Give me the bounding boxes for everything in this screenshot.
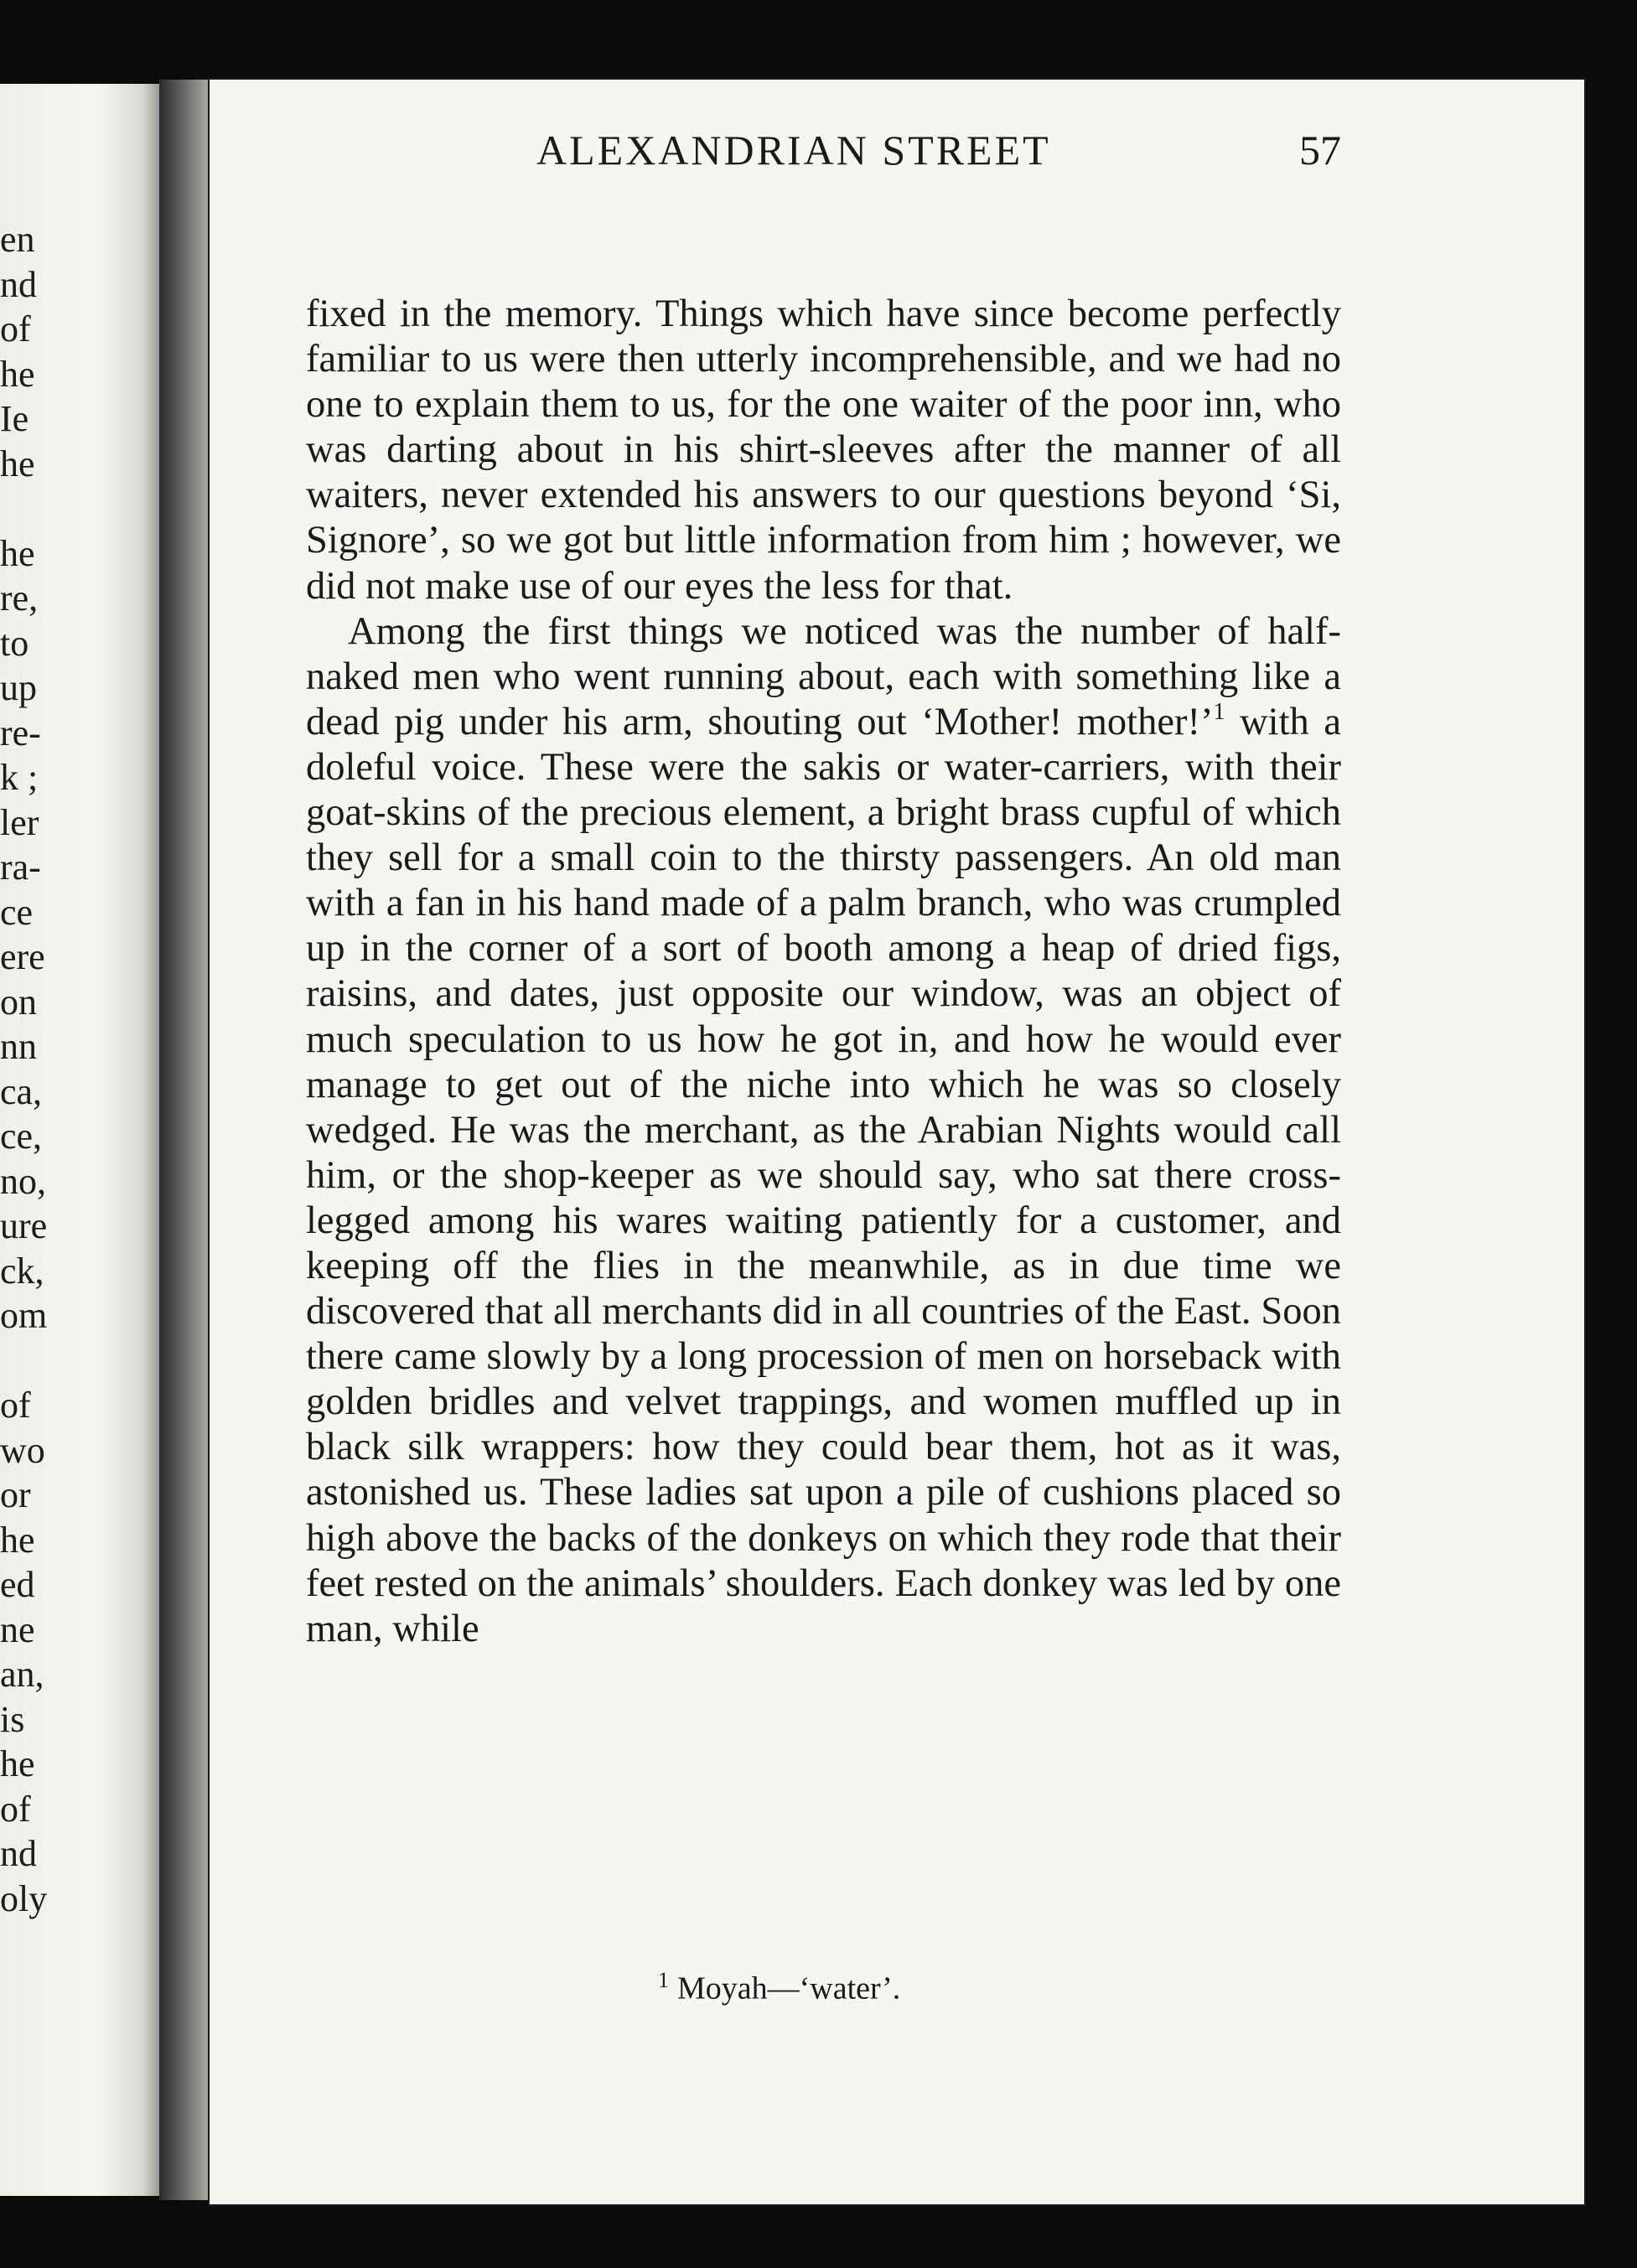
facing-page-fragment: to bbox=[0, 622, 29, 664]
facing-page-fragment: is bbox=[0, 1698, 25, 1740]
facing-page-fragment: of bbox=[0, 1385, 31, 1426]
facing-page-fragment: ca, bbox=[0, 1070, 43, 1112]
running-header bbox=[327, 126, 1341, 193]
body-text bbox=[306, 292, 1341, 1652]
footnote-marker: 1 bbox=[658, 1968, 669, 1992]
facing-page-fragment: en bbox=[0, 219, 35, 260]
facing-page-fragment: he bbox=[0, 443, 35, 484]
facing-page-fragment: re, bbox=[0, 577, 39, 619]
facing-page-fragment: ne bbox=[0, 1608, 35, 1650]
facing-page-fragment: re- bbox=[0, 712, 41, 753]
facing-page-fragment: nd bbox=[0, 1833, 37, 1874]
facing-page-fragment: ce bbox=[0, 891, 34, 933]
footnote bbox=[658, 1968, 900, 2007]
facing-page-fragment: up bbox=[0, 667, 37, 708]
facing-page-fragment: he bbox=[0, 353, 35, 395]
facing-page-fragment: ure bbox=[0, 1205, 48, 1246]
facing-page-fragment: he bbox=[0, 1519, 35, 1561]
paragraph: fixed in the memory. Things which have since become perfectly familiar to us were then utterly incomprehensible, and we had no one to explain them to us, for the one waiter of the poor inn, who was darting about in his shirt-sleeves after the manner of all waiters, never extended his answers to our questions beyond ‘Si, Signore’, so we got but little information from him ; however, we did not make use of our eyes the less for that. bbox=[306, 293, 1341, 608]
facing-page-fragment: k ; bbox=[0, 757, 39, 798]
facing-page-fragment: nd bbox=[0, 263, 37, 305]
footnote-reference: 1 bbox=[1213, 698, 1225, 725]
page-number: 57 bbox=[1299, 127, 1341, 173]
facing-page-fragment: wo bbox=[0, 1429, 45, 1471]
facing-page-fragment: ler bbox=[0, 801, 39, 843]
facing-page bbox=[0, 84, 168, 2196]
facing-page-fragment: ra- bbox=[0, 847, 41, 888]
facing-page-fragment: om bbox=[0, 1295, 48, 1336]
facing-page-fragment: he bbox=[0, 532, 35, 574]
facing-page-fragment: he bbox=[0, 1743, 35, 1784]
facing-page-fragment: of bbox=[0, 308, 31, 350]
facing-page-fragment: nn bbox=[0, 1026, 37, 1067]
facing-page-fragment: ere bbox=[0, 936, 45, 977]
footnote-text: Moyah—‘water’. bbox=[677, 1970, 901, 2007]
facing-page-fragment: ed bbox=[0, 1564, 35, 1605]
facing-page-fragment: ck, bbox=[0, 1250, 44, 1292]
paragraph-text: with a doleful voice. These were the sakis or water-carriers, with their goat-skins of the precious element, a bright brass cupful of which they sell for a small coin to the thirsty passengers. An old man with a fan in his hand made of a palm branch, who was crumpled up in the corner of a sort of booth among a heap of dried figs, raisins, and dates, just opposite our window, was an object of much speculation to us how he got in, and how he would ever manage to get out of the niche into which he was so closely wedged. He was the merchant, as the Arabian Nights would call him, or the shop-keeper as we should say, who sat there cross-legged among his wares waiting patiently for a customer, and keeping off the flies in the meanwhile, as in due time we discovered that all merchants did in all countries of the East. Soon there came slowly by a long procession of men on horseback with golden bridles and velvet trappings, and women muffled up in black silk wrappers: how they could bear them, hot as it was, astonished us. These ladies sat upon a pile of cushions placed so high above the backs of the donkeys on which they rode that their feet rested on the animals’ shoulders. Each donkey was led by one man, while bbox=[306, 700, 1342, 1650]
facing-page-fragment: oly bbox=[0, 1877, 48, 1919]
paragraph-text: Among the first things we noticed was the number of half-naked men who went running about, each with something like a dead pig under his arm, shouting out ‘Mother! mother!’ bbox=[306, 609, 1341, 743]
facing-page-fragment: an, bbox=[0, 1654, 44, 1695]
facing-page-fragment: or bbox=[0, 1474, 31, 1515]
paragraph bbox=[306, 609, 1341, 1652]
running-title: ALEXANDRIAN STREET bbox=[536, 127, 1051, 173]
facing-page-fragment: on bbox=[0, 981, 37, 1023]
facing-page-fragment: of bbox=[0, 1788, 31, 1830]
facing-page-fragment: Ie bbox=[0, 398, 29, 439]
facing-page-fragment: no, bbox=[0, 1160, 46, 1202]
facing-page-fragment: ce, bbox=[0, 1116, 43, 1157]
